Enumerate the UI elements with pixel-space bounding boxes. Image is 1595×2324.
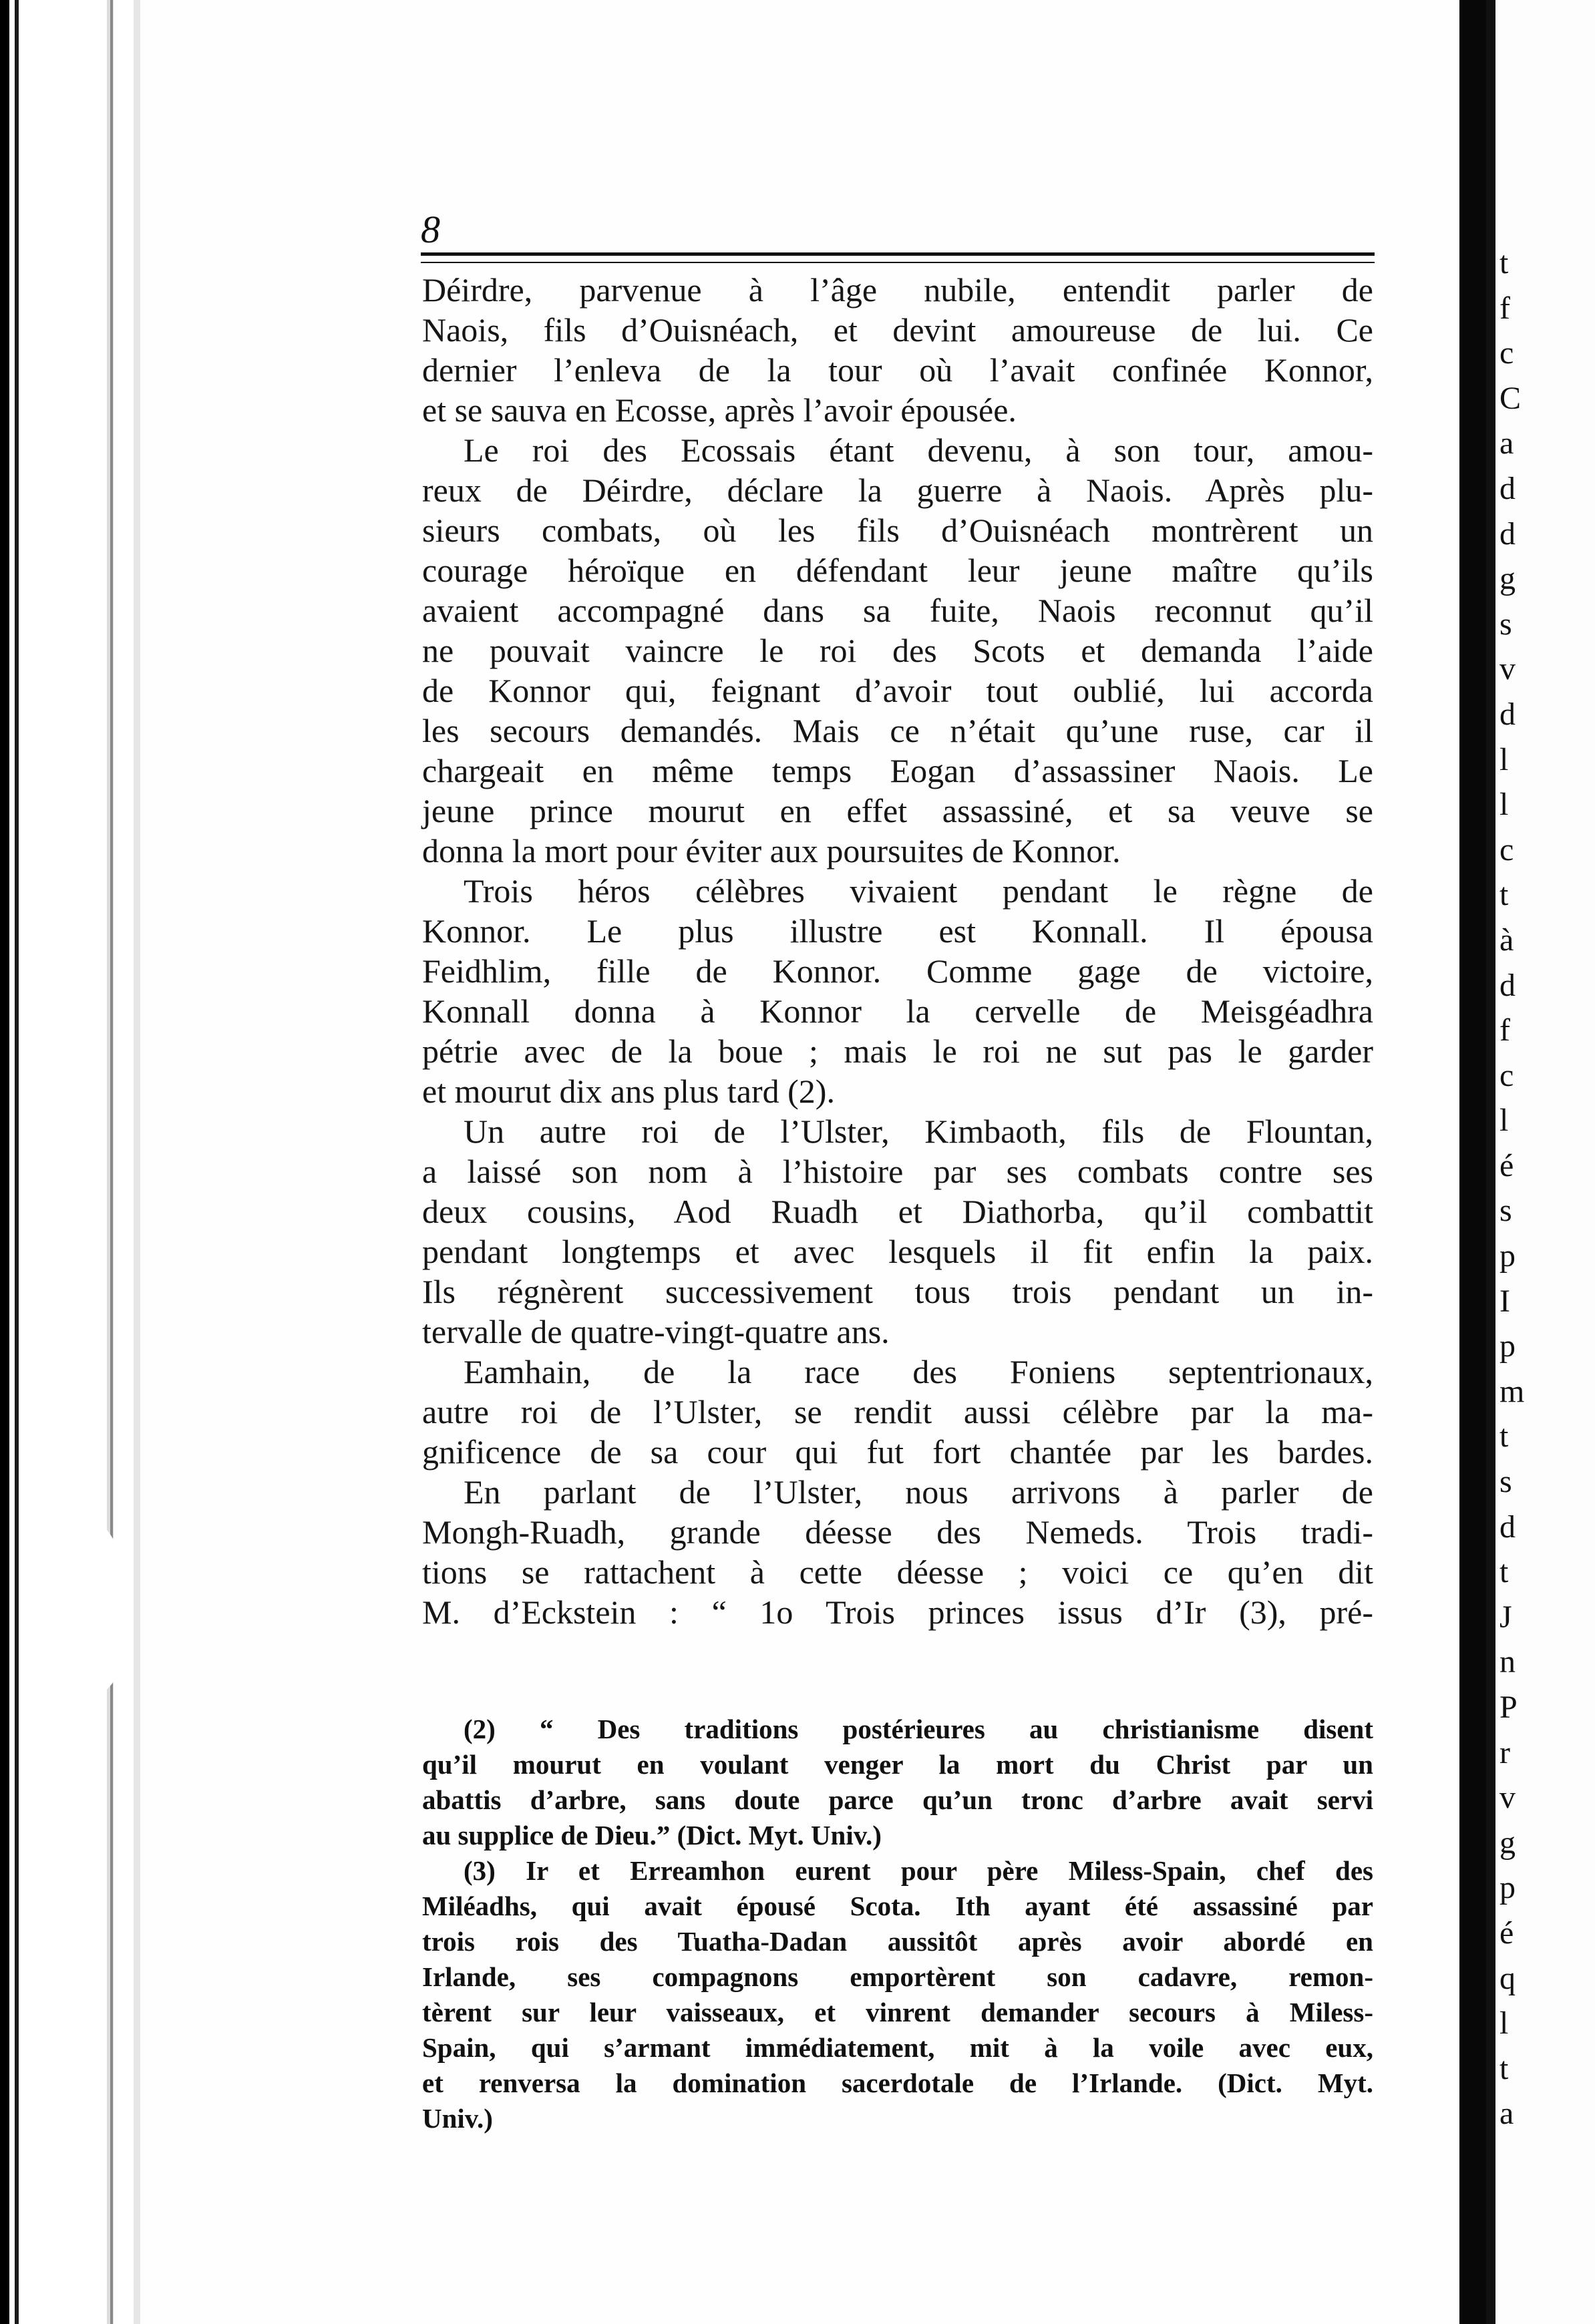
footnote-line: Univ.): [422, 2103, 493, 2134]
fragment-letter: t: [1499, 877, 1509, 913]
footnote-line: (3) Ir et Erreamhon eurent pour père Miless-Spain, chef des: [464, 1855, 1373, 1886]
fragment-letter: t: [1499, 2050, 1509, 2086]
edge-stripe: [15, 0, 19, 2324]
fragment-letter: c: [1499, 1057, 1514, 1093]
text-line: ne pouvait vaincre le roi des Scots et demanda l’aide: [422, 632, 1373, 669]
fragment-letter: l: [1499, 787, 1509, 823]
footnote-line: trois rois des Tuatha-Dadan aussitôt après avoir abordé en: [422, 1926, 1373, 1957]
text-line: Eamhain, de la race des Foniens septentrionaux,: [464, 1353, 1373, 1390]
footnote-line: tèrent sur leur vaisseaux, et vinrent demander secours à Miless-: [422, 1997, 1373, 2027]
footnote-line: qu’il mourut en voulant venger la mort du Christ par un: [422, 1749, 1373, 1780]
fragment-letter: J: [1499, 1599, 1512, 1635]
page-number: 8: [421, 208, 440, 251]
text-line: donna la mort pour éviter aux poursuites de Konnor.: [422, 832, 1121, 869]
fragment-letter: P: [1499, 1690, 1518, 1725]
text-line: tions se rattachent à cette déesse ; voici ce qu’en dit: [422, 1553, 1373, 1591]
footnote-line: Spain, qui s’armant immédiatement, mit à la voile avec eux,: [422, 2032, 1373, 2063]
text-line: pendant longtemps et avec lesquels il fit enfin la paix.: [422, 1233, 1373, 1270]
fragment-letter: d: [1499, 470, 1516, 506]
text-line: autre roi de l’Ulster, se rendit aussi célèbre par la ma-: [422, 1393, 1373, 1430]
text-line: Konnall donna à Konnor la cervelle de Meisgéadhra: [422, 992, 1373, 1030]
text-line: courage héroïque en défendant leur jeune maître qu’ils: [422, 552, 1373, 589]
text-line: de Konnor qui, feignant d’avoir tout oublié, lui accorda: [422, 672, 1373, 709]
text-line: En parlant de l’Ulster, nous arrivons à parler de: [464, 1473, 1373, 1511]
fragment-letter: é: [1499, 1915, 1514, 1951]
text-line: M. d’Eckstein : “ 1o Trois princes issus d’Ir (3), pré-: [422, 1593, 1373, 1631]
text-line: reux de Déirdre, déclare la guerre à Naois. Après plu-: [422, 471, 1373, 509]
footnote-line: au supplice de Dieu.” (Dict. Myt. Univ.): [422, 1820, 882, 1851]
fragment-letter: é: [1499, 1147, 1514, 1183]
fragment-letter: f: [1499, 1012, 1510, 1048]
footnote-line: Miléadhs, qui avait épousé Scota. Ith ayant été assassiné par: [422, 1891, 1373, 1921]
fragment-letter: l: [1499, 2005, 1509, 2042]
text-line: tervalle de quatre-vingt-quatre ans.: [422, 1313, 890, 1350]
fragment-letter: a: [1499, 425, 1514, 461]
fragment-letter: r: [1499, 1734, 1510, 1770]
fragment-letter: g: [1499, 561, 1516, 597]
text-line: Mongh-Ruadh, grande déesse des Nemeds. Trois tradi-: [422, 1513, 1373, 1551]
text-line: pétrie avec de la boue ; mais le roi ne sut pas le garder: [422, 1032, 1373, 1070]
fragment-letter: t: [1499, 1418, 1509, 1455]
fragment-letter: f: [1499, 290, 1510, 326]
fragment-letter: m: [1499, 1373, 1525, 1409]
fragment-letter: I: [1499, 1283, 1510, 1319]
footnote-line: abattis d’arbre, sans doute parce qu’un tronc d’arbre avait servi: [422, 1784, 1373, 1815]
fragment-letter: d: [1499, 516, 1516, 552]
fragment-letter: c: [1499, 335, 1514, 371]
left-book-edge: [0, 0, 140, 2324]
fragment-letter: s: [1499, 1464, 1512, 1500]
text-line: Déirdre, parvenue à l’âge nubile, entendit parler de: [422, 271, 1373, 309]
page-gutter-shadow: [1459, 0, 1486, 2324]
fragment-letter: d: [1499, 967, 1516, 1003]
fragment-letter: p: [1499, 1870, 1516, 1906]
fragment-letter: l: [1499, 741, 1509, 777]
fragment-letter: d: [1499, 1509, 1516, 1545]
gutter-edge: [1486, 0, 1495, 2324]
text-line: avaient accompagné dans sa fuite, Naois reconnut qu’il: [422, 592, 1373, 629]
text-line: Naois, fils d’Ouisnéach, et devint amoureuse de lui. Ce: [422, 311, 1373, 349]
text-line: Feidhlim, fille de Konnor. Comme gage de victoire,: [422, 952, 1373, 990]
header-rule-thin: [421, 262, 1375, 263]
text-line: et se sauva en Ecosse, après l’avoir épousée.: [422, 391, 1017, 429]
adjacent-page-letters: [1499, 240, 1595, 2136]
text-line: et mourut dix ans plus tard (2).: [422, 1073, 835, 1110]
header-rule: [421, 252, 1375, 256]
fragment-letter: s: [1499, 1193, 1512, 1229]
fragment-letter: s: [1499, 606, 1512, 642]
body-text: [422, 270, 1373, 1632]
footnote-line: et renversa la domination sacerdotale de l’Irlande. (Dict. Myt.: [422, 2068, 1373, 2098]
fragment-letter: c: [1499, 831, 1514, 867]
fragment-letter: C: [1499, 380, 1522, 416]
text-line: Konnor. Le plus illustre est Konnall. Il épousa: [422, 912, 1373, 950]
text-line: jeune prince mourut en effet assassiné, et sa veuve se: [422, 792, 1373, 829]
text-line: Un autre roi de l’Ulster, Kimbaoth, fils de Flountan,: [464, 1113, 1373, 1150]
fragment-letter: p: [1499, 1328, 1516, 1364]
fragment-letter: l: [1499, 1103, 1509, 1139]
fragment-letter: q: [1499, 1960, 1516, 1996]
footnote-line: (2) “ Des traditions postérieures au christianisme disent: [464, 1714, 1373, 1744]
fragment-letter: v: [1499, 651, 1516, 687]
fragment-letter: a: [1499, 2096, 1514, 2132]
fragment-letter: n: [1499, 1644, 1516, 1680]
fragment-letter: à: [1499, 922, 1514, 958]
text-line: chargeait en même temps Eogan d’assassiner Naois. Le: [422, 752, 1373, 789]
footnote-line: Irlande, ses compagnons emportèrent son cadavre, remon-: [422, 1961, 1373, 1992]
text-line: deux cousins, Aod Ruadh et Diathorba, qu’il combattit: [422, 1193, 1373, 1230]
text-line: les secours demandés. Mais ce n’était qu’une ruse, car il: [422, 712, 1373, 749]
fragment-letter: d: [1499, 696, 1516, 732]
fragment-letter: g: [1499, 1824, 1516, 1861]
fragment-letter: v: [1499, 1780, 1516, 1816]
footnotes: [422, 1712, 1373, 2136]
fragment-letter: t: [1499, 1554, 1509, 1590]
text-line: Trois héros célèbres vivaient pendant le règne de: [464, 872, 1373, 910]
edge-stripe: [110, 0, 113, 2324]
text-line: gnificence de sa cour qui fut fort chantée par les bardes.: [422, 1433, 1373, 1471]
text-line: Le roi des Ecossais étant devenu, à son tour, amou-: [464, 431, 1373, 469]
fragment-letter: p: [1499, 1238, 1516, 1274]
text-line: dernier l’enleva de la tour où l’avait confinée Konnor,: [422, 351, 1373, 389]
adjacent-page-fragment: [1486, 0, 1595, 2324]
fragment-letter: t: [1499, 245, 1509, 280]
text-line: a laissé son nom à l’histoire par ses combats contre ses: [422, 1153, 1373, 1190]
text-line: Ils régnèrent successivement tous trois pendant un in-: [422, 1273, 1373, 1310]
text-line: sieurs combats, où les fils d’Ouisnéach montrèrent un: [422, 512, 1373, 549]
